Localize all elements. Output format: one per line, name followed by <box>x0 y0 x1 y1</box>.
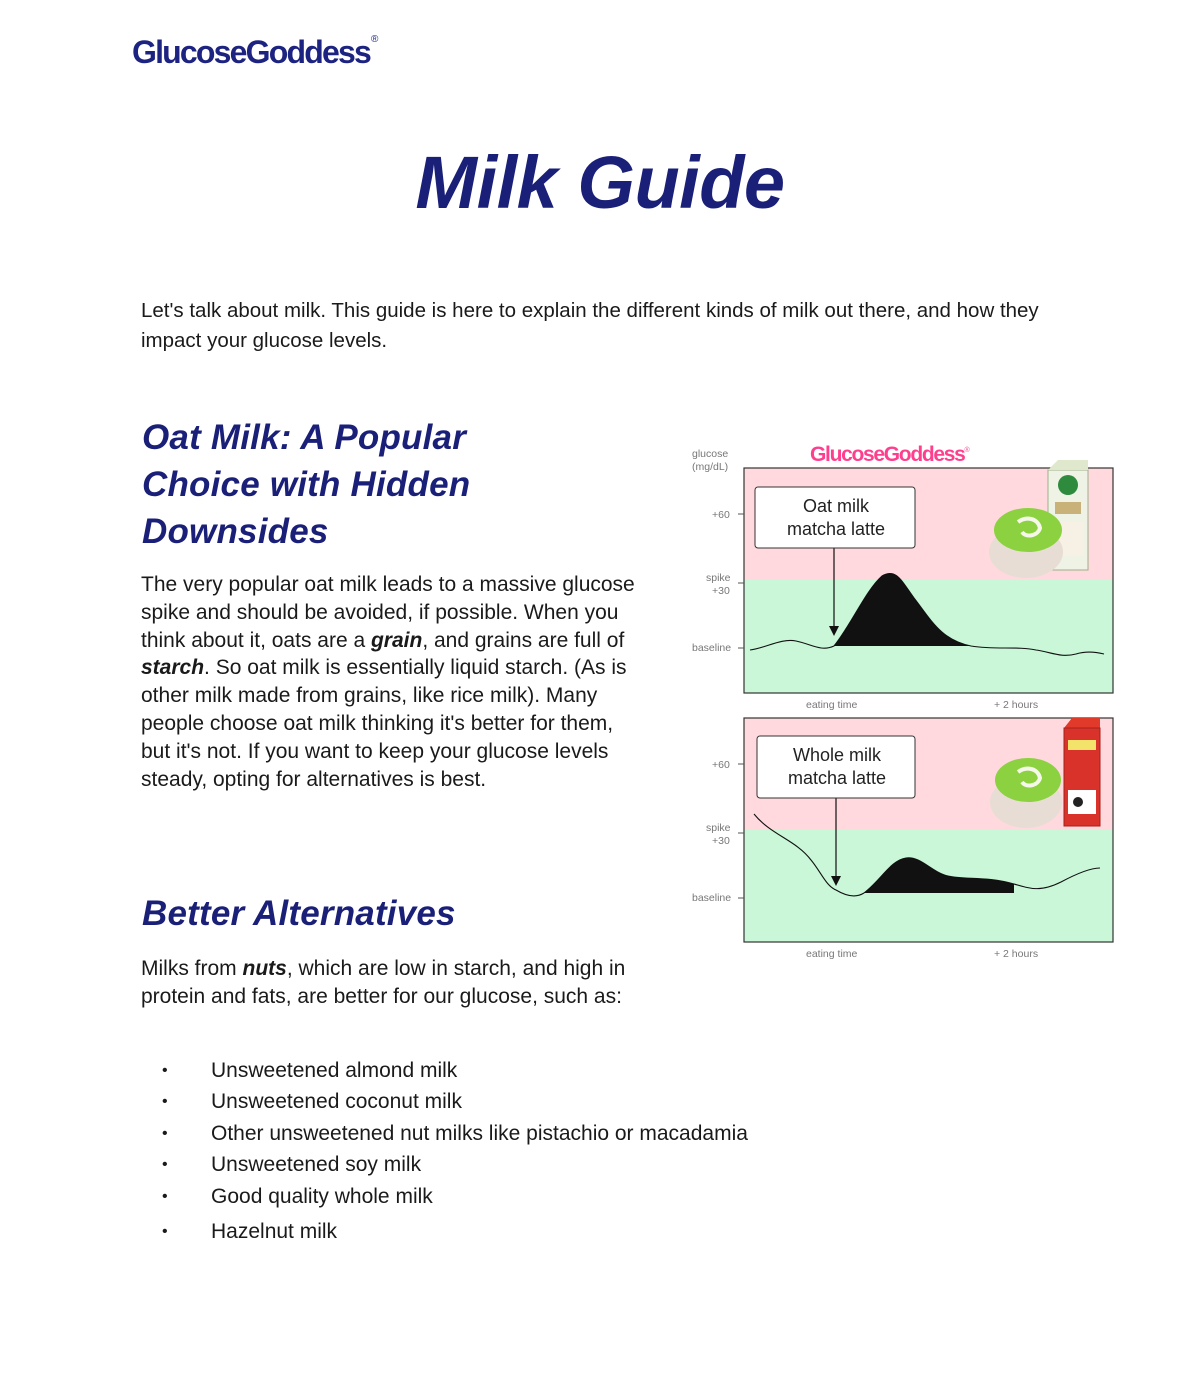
brand-name: GlucoseGoddess <box>132 34 370 70</box>
list-item <box>162 1086 748 1117</box>
tick-label-plus60: +60 <box>712 509 730 521</box>
list-item-text: Other unsweetened nut milks like pistachio or macadamia <box>211 1121 748 1145</box>
list-item <box>162 1181 748 1212</box>
oat-text-3: . So oat milk is essentially liquid starch. (As is other milk made from grains, like rice milk). Many people choose oat milk thinking it's better for them, but it's not. If you want to keep your glucose levels steady, opting for alternatives is best. <box>141 656 627 791</box>
tick-label-plus60: +60 <box>712 759 730 771</box>
bullet-icon: • <box>162 1062 168 1079</box>
panel-label-line1: Whole milk <box>792 745 882 765</box>
alt-text-2: , which are low in starch, and high in protein and fats, are better for our glucose, such as: <box>141 957 626 1008</box>
emphasis-nuts: nuts <box>242 957 287 980</box>
x-label-plus-2-hours: + 2 hours <box>994 948 1039 960</box>
bullet-icon: • <box>162 1156 168 1174</box>
tick-label-spike-30: +30 <box>712 835 730 847</box>
tick-label-spike: spike <box>706 572 731 584</box>
bullet-icon: • <box>162 1093 168 1111</box>
chart-panel-oat-milk <box>692 460 1113 711</box>
list-item <box>162 1216 748 1247</box>
tick-label-baseline: baseline <box>692 642 732 654</box>
matcha-latte-icon <box>990 758 1062 828</box>
list-item <box>162 1055 748 1086</box>
bullet-icon: • <box>162 1222 168 1240</box>
better-alternatives-heading: Better Alternatives <box>142 894 456 933</box>
chart-panel-whole-milk <box>692 718 1113 960</box>
brand-registered-mark: ® <box>371 34 379 45</box>
figure-brand: GlucoseGoddess® <box>810 443 969 466</box>
panel-label-line2: matcha latte <box>786 519 886 539</box>
whole-milk-carton-icon <box>1064 718 1100 826</box>
oat-text-1: The very popular oat milk leads to a massive glucose spike and should be avoided, if possible. When you think about it, oats are a <box>141 573 635 652</box>
list-item-text: Unsweetened soy milk <box>211 1153 422 1177</box>
list-item-text: Good quality whole milk <box>211 1184 433 1208</box>
tick-label-baseline: baseline <box>692 892 732 904</box>
alt-text-1: Milks from <box>141 957 243 980</box>
list-item <box>162 1118 748 1149</box>
oat-text-2: , and grains are full of <box>422 628 625 652</box>
matcha-latte-icon <box>989 508 1063 578</box>
brand-logo <box>132 34 378 71</box>
intro-paragraph: Let's talk about milk. This guide is here to explain the different kinds of milk out there, and how they impact your glucose levels. <box>141 299 1039 352</box>
bullet-icon: • <box>162 1124 168 1142</box>
y-axis-title: glucose <box>692 448 729 460</box>
tick-label-spike: spike <box>706 822 731 834</box>
milk-alternatives-list <box>162 1055 748 1247</box>
panel-label-line2: matcha latte <box>787 768 887 788</box>
tick-label-spike-30: +30 <box>712 585 730 597</box>
x-label-eating-time: eating time <box>806 948 858 960</box>
list-item-text: Hazelnut milk <box>211 1219 338 1243</box>
bullet-icon: • <box>162 1187 168 1205</box>
panel-label-line1: Oat milk <box>802 496 870 516</box>
oat-milk-heading: Oat Milk: A Popular Choice with Hidden Downsides <box>142 418 471 551</box>
y-axis-unit: (mg/dL) <box>692 461 729 473</box>
glucose-comparison-figure <box>686 440 1126 970</box>
emphasis-grain: grain <box>370 628 423 652</box>
x-label-plus-2-hours: + 2 hours <box>994 699 1039 711</box>
list-item-text: Unsweetened coconut milk <box>211 1090 462 1114</box>
oat-milk-paragraph <box>141 571 641 793</box>
page-title: Milk Guide <box>415 141 785 224</box>
x-label-eating-time: eating time <box>806 699 858 711</box>
list-item <box>162 1149 748 1180</box>
alternatives-paragraph <box>141 955 631 1011</box>
list-item-text: Unsweetened almond milk <box>211 1059 458 1082</box>
emphasis-starch: starch <box>141 656 205 680</box>
